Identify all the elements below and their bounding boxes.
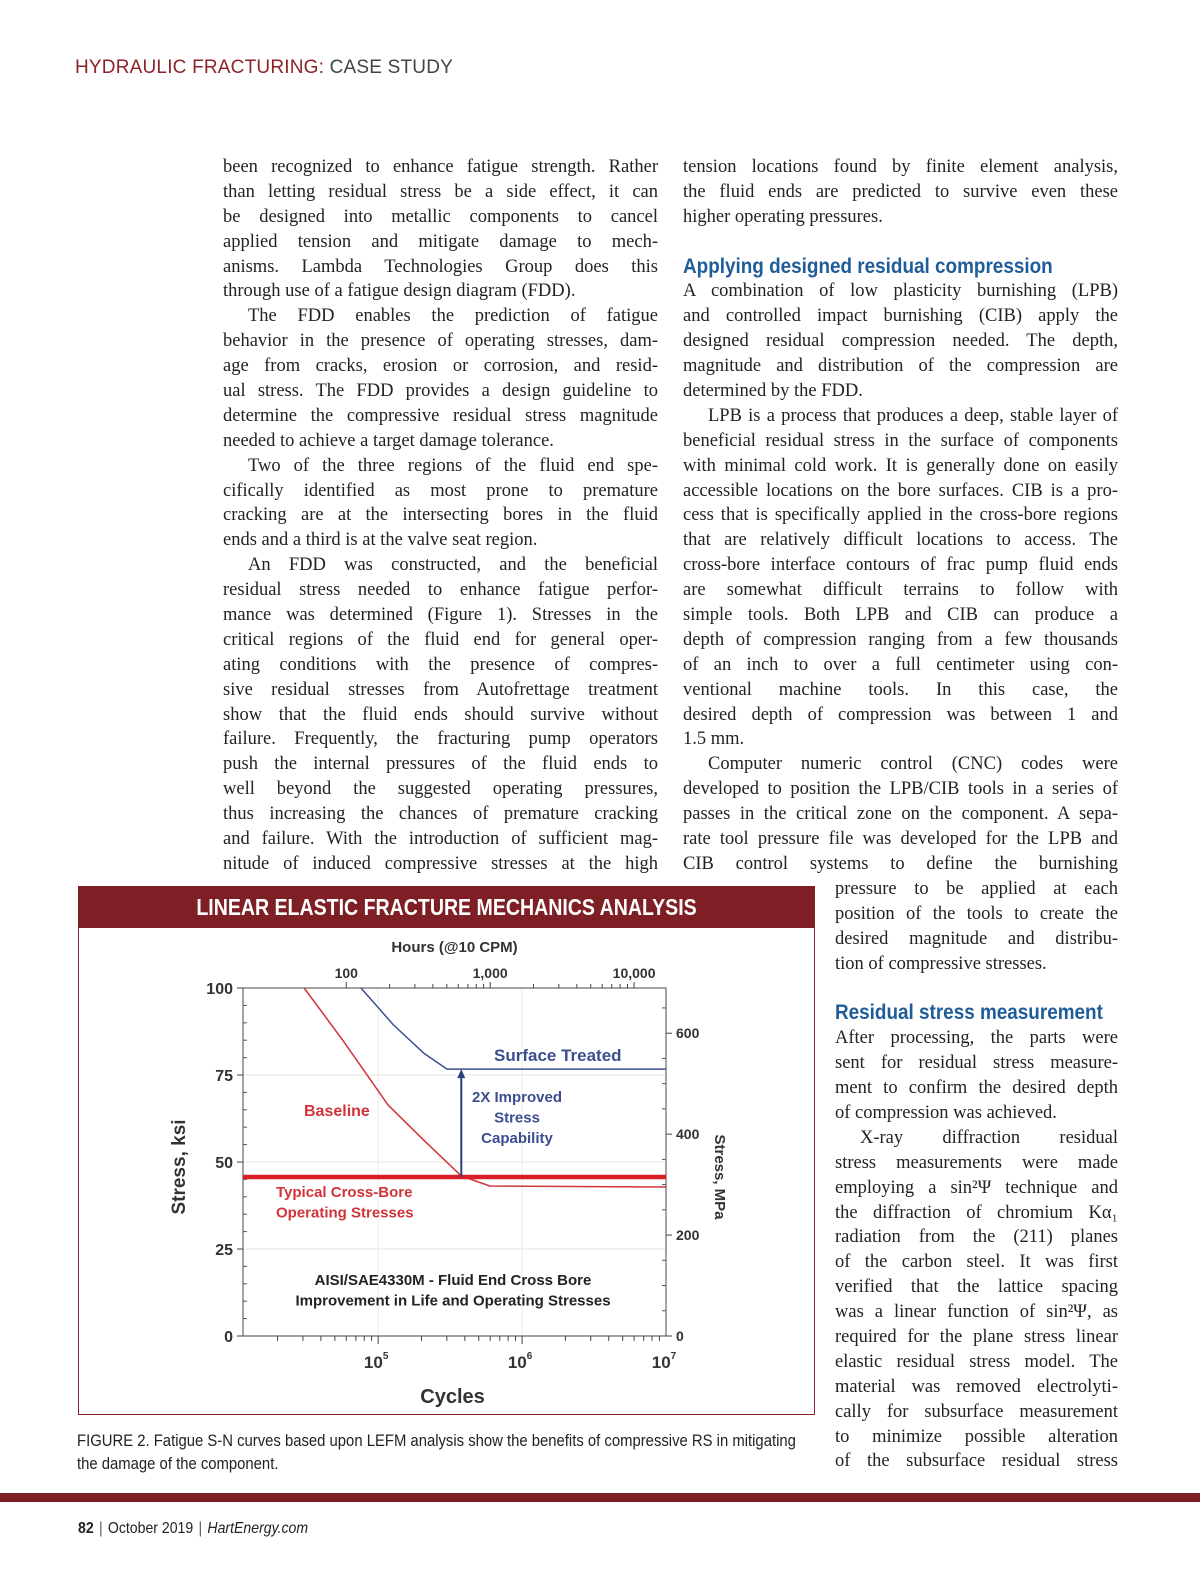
text-line: sent for residual stress measure- [835, 1053, 1118, 1074]
text-line: the diffraction of chromium Kα₁ [835, 1202, 1118, 1223]
x2-tick-label: 1,000 [472, 965, 508, 981]
text-line: cifically identified as most prone to premature [223, 480, 658, 501]
series-line-baseline [304, 988, 666, 1187]
sn-curve-chart [79, 928, 814, 1414]
issue-date: October 2019 [107, 1520, 194, 1537]
text-line: to minimize possible alteration [835, 1426, 1118, 1447]
text-line: pressure to be applied at each [835, 879, 1118, 899]
website-link[interactable]: HartEnergy.com [207, 1520, 309, 1537]
text-line: show that the fluid ends should survive without [223, 704, 658, 725]
y-tick-label: 25 [215, 1242, 233, 1259]
y-tick-label: 75 [215, 1068, 233, 1085]
text-line: CIB control systems to define the burnishing [683, 853, 1118, 874]
text-line: developed to position the LPB/CIB tools in a series of [683, 779, 1118, 800]
x-tick-exponent: 6 [526, 1351, 533, 1362]
improvement-label: 2X Improved [471, 1089, 563, 1106]
text-line: sive residual stresses from Autofrettage treatment [223, 679, 658, 700]
x2-tick-label: 10,000 [612, 965, 656, 981]
x-axis-label: Cycles [420, 1386, 485, 1408]
figure-chart-box [78, 928, 815, 1415]
footer-bar [0, 1493, 1200, 1502]
text-line: been recognized to enhance fatigue strength. Rather [223, 157, 658, 177]
text-line: rate tool pressure file was developed for the LPB and [683, 829, 1118, 850]
text-line: cross-bore interface contours of frac pump fluid ends [683, 555, 1118, 576]
section-label: HYDRAULIC FRACTURING: [75, 57, 325, 78]
text-line: with minimal cold work. It is generally done on easily [683, 455, 1118, 476]
text-line: cally for subsurface measurement [835, 1401, 1118, 1422]
x-tick-label [364, 1351, 389, 1372]
running-head [75, 57, 453, 79]
text-line: depth of compression ranging from a few thousands [683, 629, 1118, 650]
x-tick-label [652, 1351, 677, 1372]
text-line: well beyond the suggested operating pressures, [223, 779, 658, 800]
surface-treated-label: Surface Treated [494, 1046, 622, 1065]
section-heading: Residual stress measurement [835, 1001, 1103, 1025]
text-line: desired depth of compression was between 1 and [683, 704, 1118, 725]
text-line: cess that is specifically applied in the cross-bore regions [683, 505, 1118, 526]
improvement-label: Capability [481, 1130, 553, 1147]
text-line: position of the tools to create the [835, 903, 1118, 924]
y2-tick-label: 0 [676, 1328, 684, 1344]
text-line: residual stress needed to enhance fatigue perfor- [223, 580, 658, 601]
x2-axis-label: Hours (@10 CPM) [391, 939, 518, 956]
text-line: cracking are at the intersecting bores in the fluid [223, 505, 658, 526]
y-tick-label: 100 [206, 981, 233, 998]
y2-tick-label: 600 [676, 1025, 700, 1042]
text-line: material was removed electrolyti- [835, 1376, 1118, 1397]
text-line: radiation from the (211) planes [835, 1227, 1118, 1248]
left-column [223, 155, 658, 877]
text-line: designed residual compression needed. The depth, [683, 331, 1118, 352]
text-line: of the subsurface residual stress [835, 1451, 1118, 1472]
text-line: applied tension and mitigate damage to mech- [223, 231, 658, 252]
text-line: determine the compressive residual stress magnitude [223, 405, 658, 426]
right-column [683, 155, 1118, 877]
x2-tick-label: 100 [334, 965, 358, 981]
page-number: 82 [78, 1520, 94, 1537]
text-line: the fluid ends are predicted to survive even these [683, 181, 1118, 202]
text-line: age from cracks, erosion or corrosion, and resid- [223, 356, 658, 377]
text-line: of compression was achieved. [835, 1103, 1057, 1124]
figure-header [78, 886, 815, 928]
footer-separator: | [198, 1520, 203, 1537]
x-tick-exponent: 5 [382, 1351, 389, 1362]
text-line: through use of a fatigue design diagram (FDD). [223, 281, 576, 302]
text-line: mance was determined (Figure 1). Stresses in the [223, 605, 658, 626]
text-line: was a linear function of sin²Ψ, as [835, 1302, 1118, 1323]
text-line: X-ray diffraction residual [860, 1127, 1118, 1148]
improvement-label: Stress [494, 1109, 540, 1127]
x-tick-base: 10 [651, 1353, 671, 1372]
text-line: The FDD enables the prediction of fatigue [248, 306, 658, 327]
subsection-label: CASE STUDY [329, 57, 454, 78]
text-line: beneficial residual stress in the surface of components [683, 430, 1118, 451]
text-line: tion of compressive stresses. [835, 953, 1047, 974]
text-line: verified that the lattice spacing [835, 1277, 1118, 1298]
baseline-label: Baseline [304, 1103, 370, 1120]
text-line: ventional machine tools. In this case, the [683, 679, 1118, 700]
text-line: push the internal pressures of the fluid ends to [223, 754, 658, 775]
text-line: ating conditions with the presence of compres- [223, 654, 658, 675]
text-line: are somewhat difficult terrains to follow with [683, 580, 1118, 601]
text-line: simple tools. Both LPB and CIB can produce a [683, 605, 1118, 626]
operating-stress-label: Typical Cross-Bore [276, 1184, 413, 1201]
text-line: elastic residual stress model. The [835, 1351, 1118, 1372]
text-line: desired magnitude and distribu- [835, 928, 1118, 949]
text-line: behavior in the presence of operating stresses, dam- [223, 331, 658, 352]
text-line: required for the plane stress linear [835, 1327, 1118, 1348]
text-line: ual stress. The FDD provides a design guideline to [223, 381, 658, 402]
text-line: accessible locations on the bore surfaces. CIB is a pro- [683, 480, 1118, 501]
text-line: After processing, the parts were [835, 1028, 1118, 1049]
y-tick-label: 50 [215, 1155, 233, 1172]
text-line: and failure. With the introduction of sufficient mag- [223, 829, 658, 850]
footer [78, 1520, 308, 1538]
x-tick-exponent: 7 [670, 1351, 677, 1362]
figure-caption: FIGURE 2. Fatigue S-N curves based upon LEFM analysis show the benefits of compressive RS in mitigating the damage of the component. [77, 1432, 796, 1473]
text-line: thus increasing the chances of premature cracking [223, 804, 658, 825]
text-line: magnitude and distribution of the compression are [683, 356, 1118, 377]
text-line: Computer numeric control (CNC) codes were [708, 754, 1118, 775]
x-tick-base: 10 [363, 1353, 383, 1372]
text-line: than letting residual stress be a side effect, it can [223, 181, 658, 202]
x-tick-base: 10 [507, 1353, 527, 1372]
text-line: nitude of induced compressive stresses at the high [223, 853, 658, 874]
text-line: 1.5 mm. [683, 729, 745, 750]
text-line: Two of the three regions of the fluid end spe- [248, 455, 658, 476]
text-line: critical regions of the fluid end for general oper- [223, 629, 658, 650]
y2-tick-label: 200 [676, 1227, 700, 1244]
y-tick-label: 0 [224, 1329, 233, 1346]
text-line: failure. Frequently, the fracturing pump operators [223, 729, 658, 750]
text-line: that are relatively difficult locations to access. The [683, 530, 1118, 551]
footer-separator: | [98, 1520, 103, 1537]
material-label: Improvement in Life and Operating Stresses [295, 1292, 611, 1310]
text-line: tension locations found by finite element analysis, [683, 157, 1118, 177]
arrow-head-icon [457, 1069, 465, 1078]
text-line: and controlled impact burnishing (CIB) apply the [683, 306, 1118, 327]
text-line: employing a sin²Ψ technique and [835, 1177, 1118, 1198]
text-line: LPB is a process that produces a deep, stable layer of [708, 405, 1118, 426]
material-label: AISI/SAE4330M - Fluid End Cross Bore [314, 1272, 592, 1289]
section-heading: Applying designed residual compression [683, 254, 1053, 278]
right-column-narrow [835, 877, 1118, 1474]
x-tick-label [508, 1351, 533, 1372]
y2-tick-label: 400 [676, 1126, 700, 1143]
operating-stress-label: Operating Stresses [276, 1204, 414, 1222]
text-line: needed to achieve a target damage tolerance. [223, 430, 554, 451]
text-line: determined by the FDD. [683, 381, 863, 402]
text-line: An FDD was constructed, and the beneficial [248, 555, 658, 576]
y2-axis-label: Stress, MPa [711, 1134, 728, 1220]
text-line: higher operating pressures. [683, 206, 883, 227]
text-line: passes in the critical zone on the component. A sepa- [683, 804, 1118, 825]
text-line: A combination of low plasticity burnishing (LPB) [683, 281, 1118, 302]
text-line: stress measurements were made [835, 1152, 1118, 1173]
text-line: be designed into metallic components to cancel [223, 206, 658, 227]
text-line: of an inch to over a full centimeter using con- [683, 654, 1118, 675]
figure-title: LINEAR ELASTIC FRACTURE MECHANICS ANALYSIS [196, 894, 697, 920]
y-axis-label: Stress, ksi [169, 1119, 190, 1215]
text-line: ment to confirm the desired depth [835, 1078, 1118, 1099]
text-line: anisms. Lambda Technologies Group does this [223, 256, 658, 277]
text-line: of the carbon steel. It was first [835, 1252, 1118, 1273]
text-line: ends and a third is at the valve seat region. [223, 530, 538, 551]
